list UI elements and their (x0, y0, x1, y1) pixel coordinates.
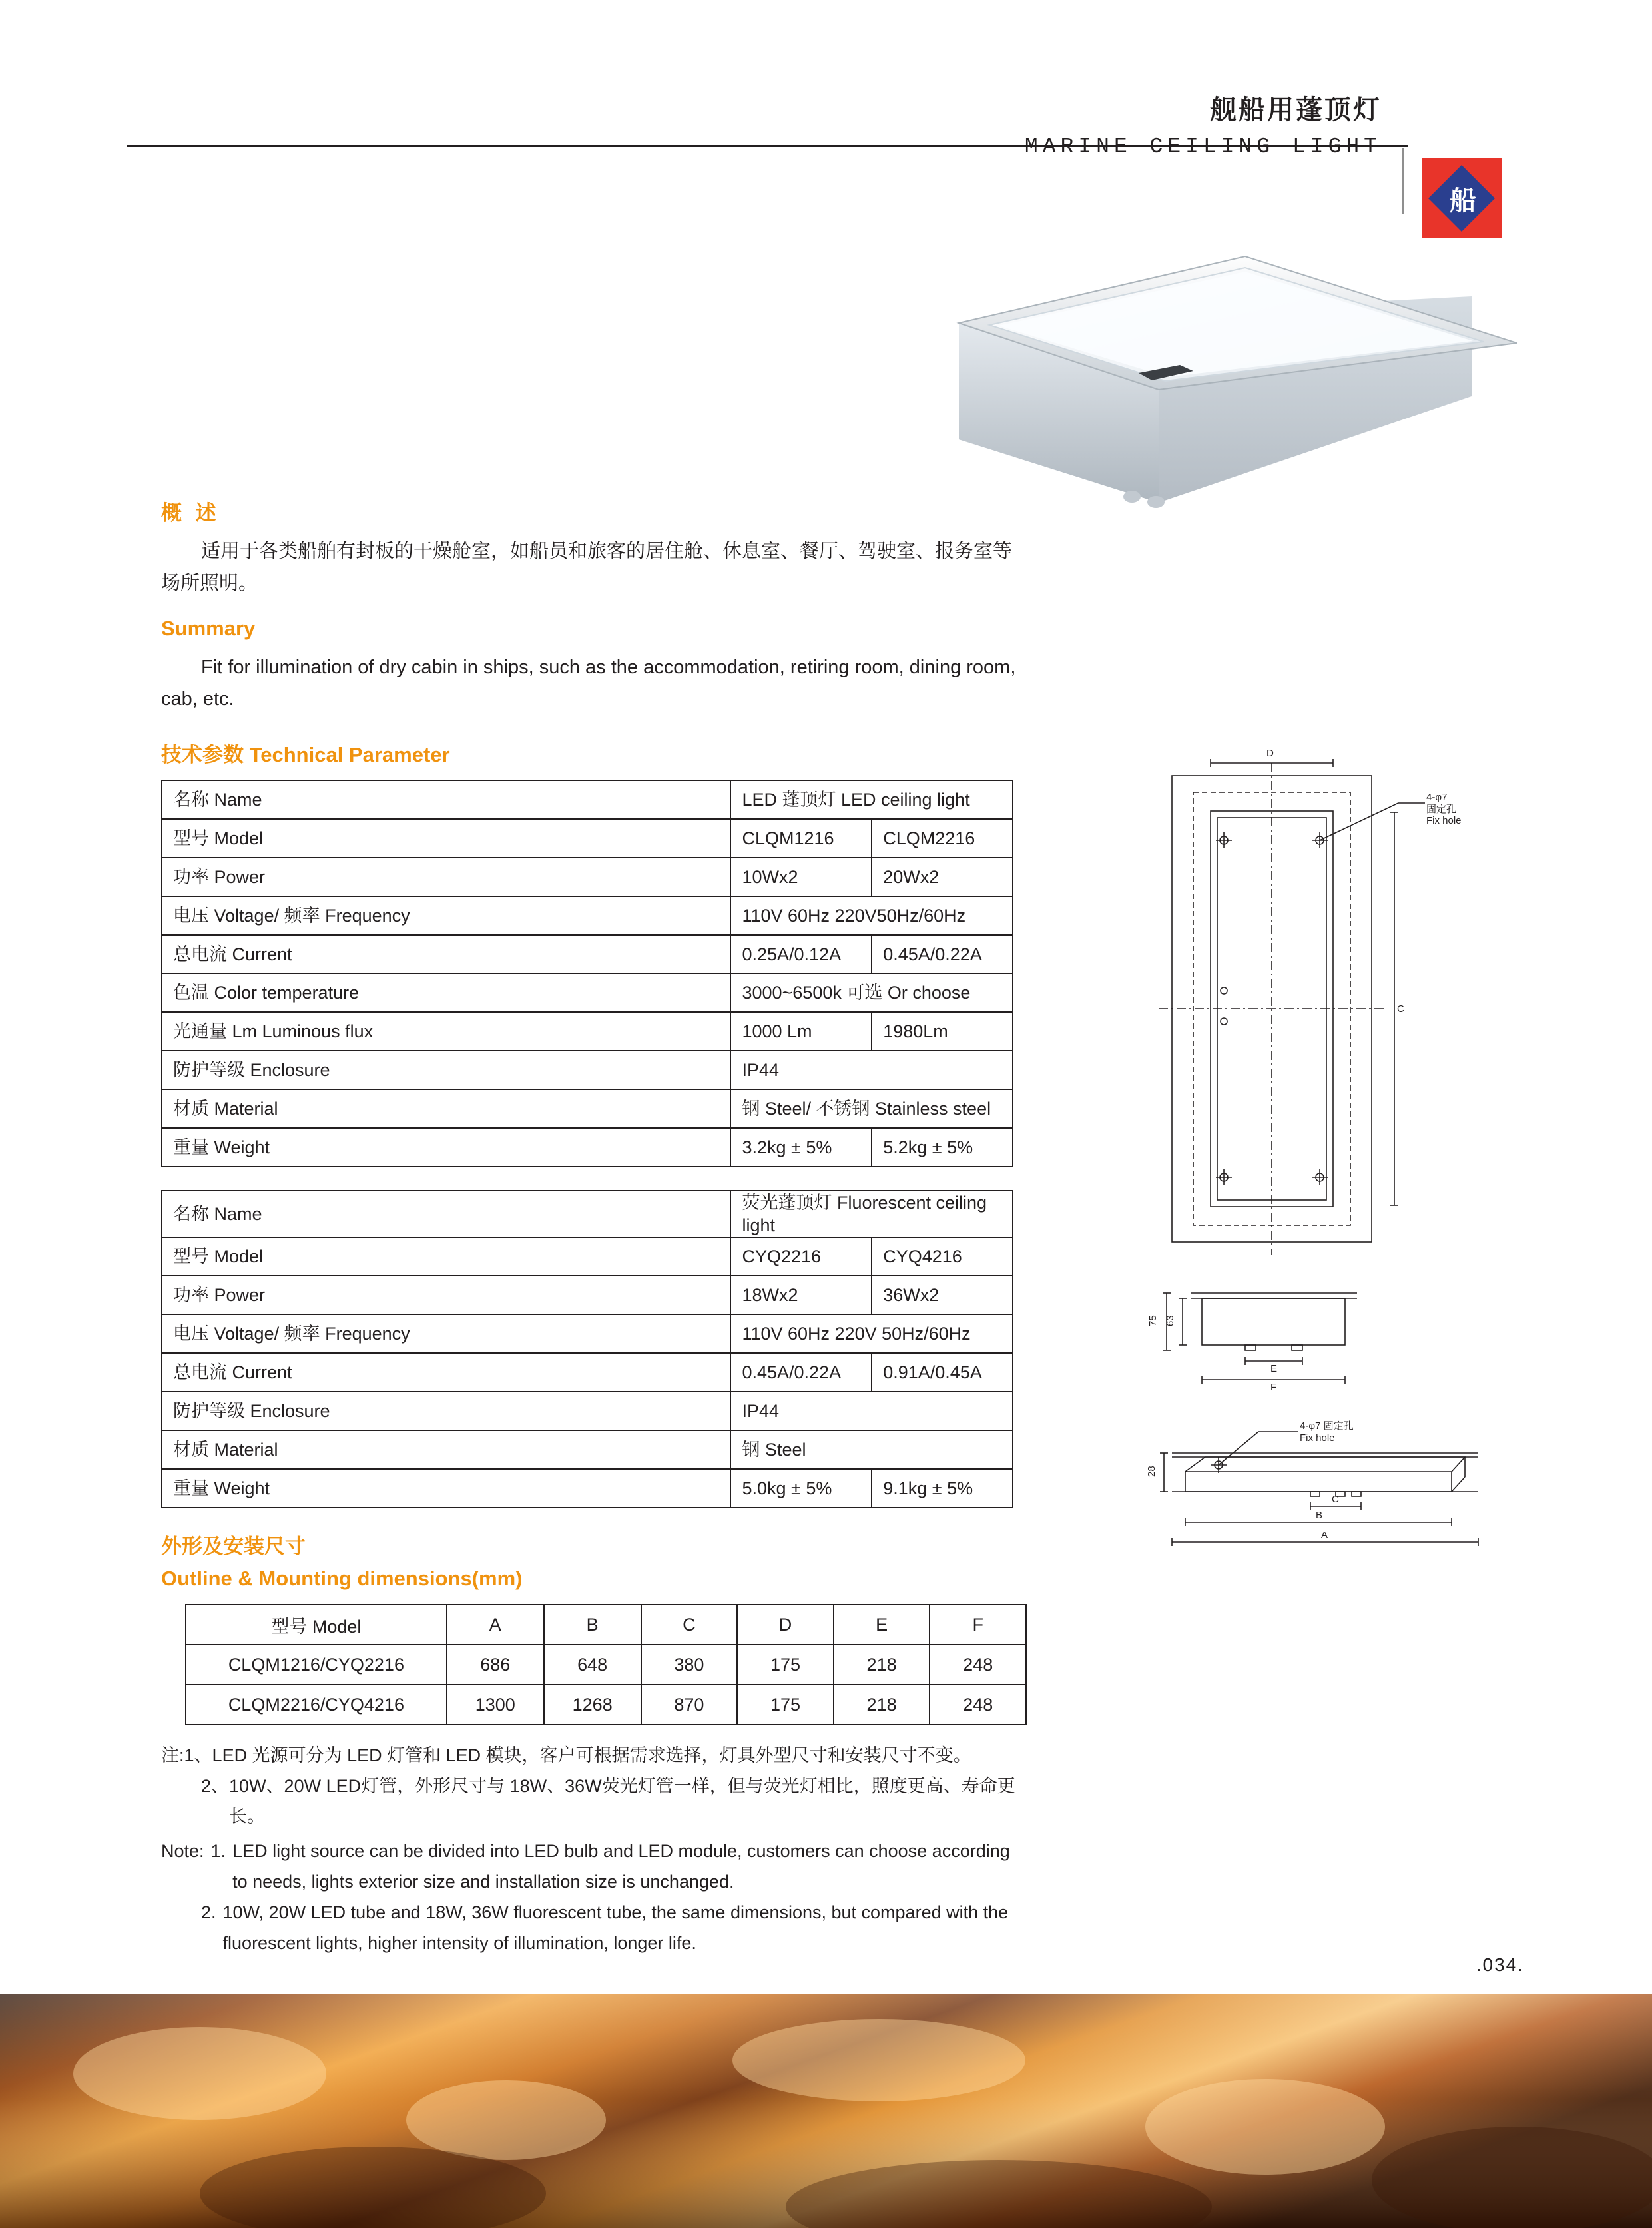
page-number: .034. (1476, 1954, 1524, 1975)
overview-text-cn: 适用于各类船舶有封板的干燥舱室，如船员和旅客的居住舱、休息室、餐厅、驾驶室、报务室等场所照明。 (161, 541, 1013, 594)
technical-drawings (1132, 739, 1545, 1591)
header-vertical-separator (1402, 148, 1404, 214)
cell-c: 380 (641, 1645, 738, 1685)
cell-a: 1300 (447, 1685, 544, 1725)
page-header (127, 80, 1525, 216)
cell-value-2: CLQM2216 (872, 819, 1013, 858)
col-header-b: B (544, 1605, 641, 1645)
col-header-e: E (834, 1605, 930, 1645)
cell-f: 248 (930, 1645, 1026, 1685)
bottom-banner-image (0, 1994, 1652, 2228)
col-header-c: C (641, 1605, 738, 1645)
led-spec-table (161, 780, 1013, 1167)
dimension-label-E: E (1270, 1363, 1278, 1374)
cell-value-1: CYQ2216 (730, 1237, 872, 1276)
note-en-1-lead: 1. (210, 1841, 226, 1861)
cell-value-1: 0.45A/0.22A (730, 1353, 872, 1392)
product-photo (932, 236, 1518, 529)
notes-block (161, 1740, 1027, 1958)
note-en-1-text: LED light source can be divided into LED bulb and LED module, customers can choose according to needs, lights exterior size and installation size is unchanged. (232, 1841, 1010, 1892)
col-header-d: D (737, 1605, 834, 1645)
cell-value-1: 5.0kg ± 5% (730, 1469, 872, 1508)
note-en-1 (161, 1836, 1027, 1897)
note-en-2-text: 10W, 20W LED tube and 18W, 36W fluorescent tube, the same dimensions, but compared with the fluorescent lights, higher intensity of illumination, longer life. (222, 1902, 1009, 1953)
cell-label: 材质 Material (162, 1089, 730, 1128)
cell-value-1: 10Wx2 (730, 858, 872, 896)
cell-label: 色温 Color temperature (162, 974, 730, 1012)
table-row (162, 1237, 1013, 1276)
cell-b: 648 (544, 1645, 641, 1685)
cell-label: 电压 Voltage/ 频率 Frequency (162, 1314, 730, 1353)
cell-d: 175 (737, 1685, 834, 1725)
cell-label: 防护等级 Enclosure (162, 1392, 730, 1430)
table-row (186, 1685, 1026, 1725)
table-row (162, 780, 1013, 819)
cell-label: 总电流 Current (162, 1353, 730, 1392)
table-row (162, 896, 1013, 935)
table-row (162, 935, 1013, 974)
note-cn-2-lead: 2、 (201, 1776, 230, 1796)
table-header-row (186, 1605, 1026, 1645)
cell-model: CLQM2216/CYQ4216 (186, 1685, 447, 1725)
table-row (162, 858, 1013, 896)
overview-title-en: Summary (161, 617, 256, 640)
cell-a: 686 (447, 1645, 544, 1685)
dimension-label-63: 63 (1165, 1315, 1176, 1326)
col-header-f: F (930, 1605, 1026, 1645)
dimensions-table (185, 1604, 1027, 1725)
cell-e: 218 (834, 1685, 930, 1725)
outline-title-en: Outline & Mounting dimensions(mm) (161, 1567, 523, 1590)
fixhole-top-label-2: 固定孔 (1426, 804, 1457, 815)
note-cn-1-text: LED 光源可分为 LED 灯管和 LED 模块，客户可根据需求选择，灯具外型尺寸和安装尺寸不变。 (212, 1745, 971, 1765)
header-title-group (1025, 93, 1382, 168)
cell-value-2: 20Wx2 (872, 858, 1013, 896)
cell-f: 248 (930, 1685, 1026, 1725)
cell-value-span: 钢 Steel (730, 1430, 1013, 1469)
technical-parameter-title: 技术参数 Technical Parameter (161, 743, 450, 766)
logo-mark-text: 船 (1450, 186, 1474, 216)
cell-value-2: 0.91A/0.45A (872, 1353, 1013, 1392)
note-cn-2-text: 10W、20W LED灯管，外形尺寸与 18W、36W荧光灯管一样，但与荧光灯相比，照度更高、寿命更长。 (229, 1776, 1015, 1826)
outline-title-cn: 外形及安装尺寸 (161, 1535, 306, 1558)
cell-label: 总电流 Current (162, 935, 730, 974)
cell-value-1: 3.2kg ± 5% (730, 1128, 872, 1167)
cell-value-span: 钢 Steel/ 不锈钢 Stainless steel (730, 1089, 1013, 1128)
dimension-label-A: A (1321, 1530, 1328, 1541)
cell-label: 电压 Voltage/ 频率 Frequency (162, 896, 730, 935)
overview-text-en: Fit for illumination of dry cabin in ships, such as the accommodation, retiring room, dining room, cab, etc. (161, 657, 1016, 710)
cell-value-span: 110V 60Hz 220V 50Hz/60Hz (730, 1314, 1013, 1353)
table-row (162, 1430, 1013, 1469)
col-header-a: A (447, 1605, 544, 1645)
cell-label: 材质 Material (162, 1430, 730, 1469)
table-row (162, 1012, 1013, 1051)
cell-e: 218 (834, 1645, 930, 1685)
table-row (186, 1645, 1026, 1685)
dimension-label-C: C (1397, 1003, 1404, 1015)
cell-label: 功率 Power (162, 1276, 730, 1314)
table-row (162, 1089, 1013, 1128)
cell-value-2: 36Wx2 (872, 1276, 1013, 1314)
note-en-2 (201, 1897, 1027, 1958)
table-row (162, 1353, 1013, 1392)
cell-label: 光通量 Lm Luminous flux (162, 1012, 730, 1051)
main-content-column (161, 496, 1027, 1958)
table-row (162, 1051, 1013, 1089)
cell-label: 名称 Name (162, 1191, 730, 1237)
cell-label: 重量 Weight (162, 1128, 730, 1167)
cell-value-2: 5.2kg ± 5% (872, 1128, 1013, 1167)
cell-label: 重量 Weight (162, 1469, 730, 1508)
fluorescent-spec-table (161, 1190, 1013, 1508)
cell-value-2: 1980Lm (872, 1012, 1013, 1051)
dimension-label-C2: C (1332, 1494, 1339, 1505)
dimension-label-75: 75 (1147, 1315, 1159, 1326)
header-title-en: MARINE CEILING LIGHT (1024, 135, 1382, 159)
cell-label: 功率 Power (162, 858, 730, 896)
outline-title (161, 1531, 1027, 1595)
cell-value-span: 荧光蓬顶灯 Fluorescent ceiling light (730, 1191, 1013, 1237)
dimension-label-F: F (1270, 1382, 1277, 1393)
cell-value-span: 110V 60Hz 220V50Hz/60Hz (730, 896, 1013, 935)
table-row (162, 819, 1013, 858)
cell-value-span: IP44 (730, 1051, 1013, 1089)
cell-value-1: 1000 Lm (730, 1012, 872, 1051)
fixhole-bottom-label-2: Fix hole (1300, 1432, 1335, 1444)
cell-label: 型号 Model (162, 1237, 730, 1276)
table-row (162, 1469, 1013, 1508)
cell-value-span: LED 蓬顶灯 LED ceiling light (730, 780, 1013, 819)
note-cn-1-lead: 1、 (184, 1745, 212, 1765)
cell-model: CLQM1216/CYQ2216 (186, 1645, 447, 1685)
fixhole-top-label-3: Fix hole (1426, 815, 1462, 826)
table-row (162, 1392, 1013, 1430)
cell-c: 870 (641, 1685, 738, 1725)
cell-value-1: CLQM1216 (730, 819, 872, 858)
note-en-2-lead: 2. (201, 1902, 216, 1922)
cell-label: 型号 Model (162, 819, 730, 858)
table-row (162, 1276, 1013, 1314)
note-cn-2 (201, 1771, 1027, 1832)
table-row (162, 974, 1013, 1012)
col-header-model: 型号 Model (186, 1605, 447, 1645)
dimension-label-28: 28 (1146, 1466, 1157, 1477)
header-title-cn: 舰船用蓬顶灯 (1210, 95, 1382, 125)
dimension-label-D: D (1266, 748, 1274, 759)
note-cn-1 (161, 1740, 1027, 1771)
note-en-lead: Note: (161, 1841, 204, 1861)
overview-title-cn: 概 述 (161, 501, 220, 525)
cell-label: 名称 Name (162, 780, 730, 819)
cell-b: 1268 (544, 1685, 641, 1725)
cell-label: 防护等级 Enclosure (162, 1051, 730, 1089)
cell-d: 175 (737, 1645, 834, 1685)
cell-value-2: 0.45A/0.22A (872, 935, 1013, 974)
cell-value-1: 0.25A/0.12A (730, 935, 872, 974)
table-row (162, 1314, 1013, 1353)
company-logo (1422, 158, 1502, 238)
fixhole-bottom-label-1: 4-φ7 固定孔 (1300, 1420, 1354, 1432)
fixhole-top-label-1: 4-φ7 (1426, 792, 1448, 803)
cell-value-2: 9.1kg ± 5% (872, 1469, 1013, 1508)
cell-value-span: IP44 (730, 1392, 1013, 1430)
cell-value-2: CYQ4216 (872, 1237, 1013, 1276)
note-cn-lead: 注: (161, 1745, 184, 1765)
cell-value-span: 3000~6500k 可选 Or choose (730, 974, 1013, 1012)
table-row (162, 1191, 1013, 1237)
table-row (162, 1128, 1013, 1167)
cell-value-1: 18Wx2 (730, 1276, 872, 1314)
dimension-label-B: B (1316, 1510, 1323, 1521)
